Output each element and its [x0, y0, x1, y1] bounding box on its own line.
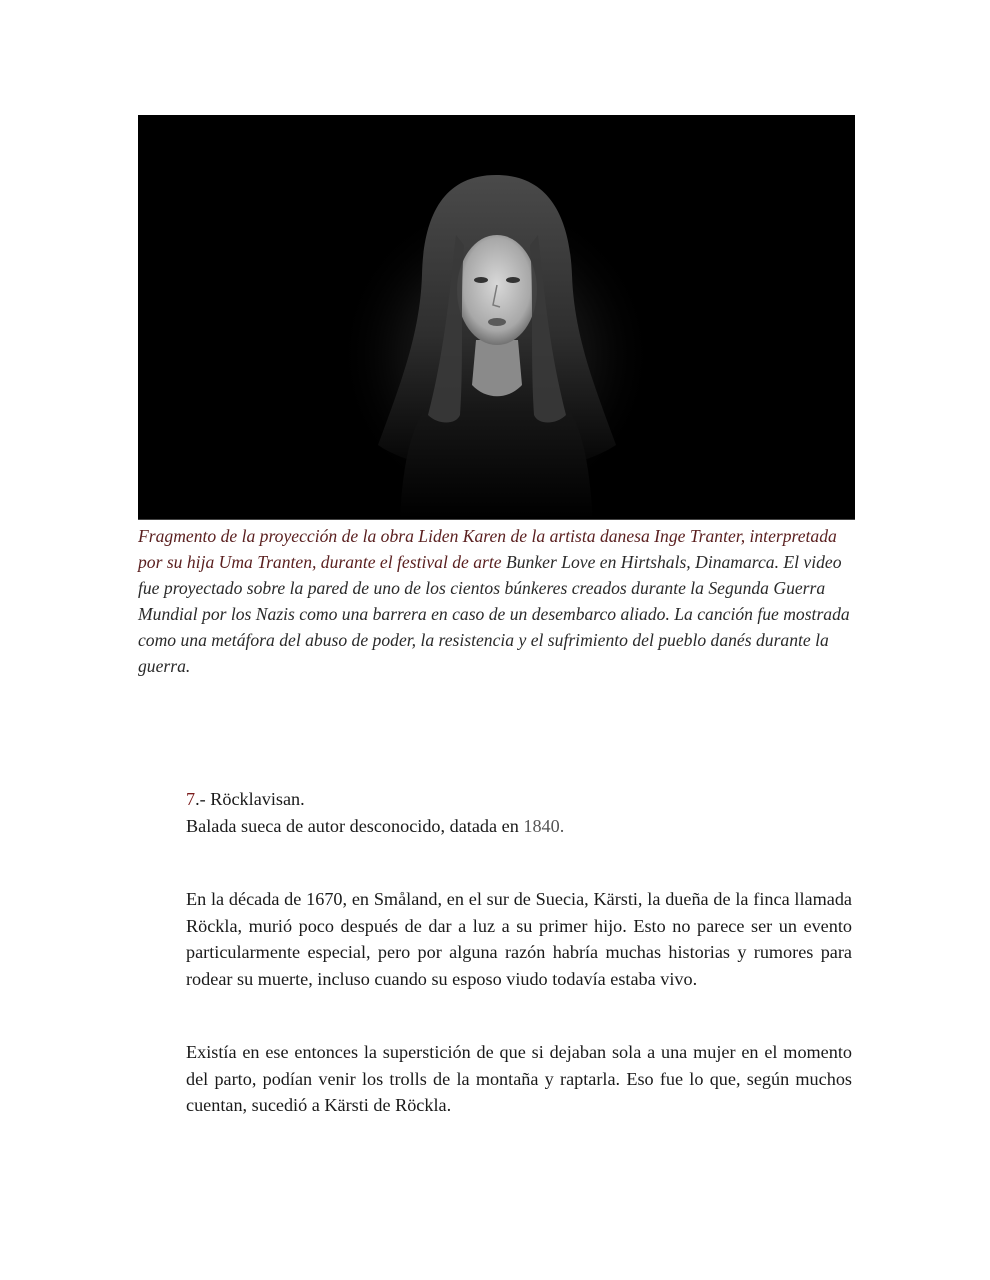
paragraph-2: Existía en ese entonces la superstición de que si dejaban sola a una mujer en el momento del parto, podían venir los trolls de la montaña y raptarla. Eso fue lo que, según muchos cuentan, sucedió a Kärsti de Röckla. — [186, 1042, 852, 1115]
portrait-image — [138, 115, 855, 519]
caption-rest: Dinamarca. El video fue proyectado sobre la pared de uno de los cientos búnkeres creados durante la Segunda Guerra Mundial por los Nazis como una barrera en caso de un desembarco aliado. La canción fue mostrada como una metáfora del abuso de poder, la resistencia y el sufrimiento del pueblo danés durante la guerra. — [138, 552, 850, 676]
figure-photo — [138, 115, 855, 520]
section-subtitle: Balada sueca de autor desconocido, datada en — [186, 815, 524, 836]
caption-line2-rest: Bunker Love en Hirtshals, — [501, 552, 691, 572]
section-subtitle-line — [186, 813, 852, 840]
caption-line1: Fragmento de la proyección de la obra Liden Karen de la artista danesa Inge Tranter, — [138, 526, 746, 546]
section-title: .- Röcklavisan. — [195, 789, 305, 809]
figure-caption — [138, 523, 858, 679]
section-number: 7 — [186, 789, 196, 809]
section-title-line — [186, 786, 852, 813]
section-year: 1840. — [523, 815, 565, 836]
caption-line2-accent: interpretada por su hija Uma Tranten, durante el festival de arte — [138, 526, 837, 572]
paragraph-1: En la década de 1670, en Småland, en el sur de Suecia, Kärsti, la dueña de la finca llamada Röckla, murió poco después de dar a luz a su primer hijo. Esto no parece ser un evento particularmente especial, pero por alguna razón habría muchas historias y rumores para rodear su muerte, incluso cuando su esposo viudo todavía estaba vivo. — [186, 889, 852, 989]
section-heading — [186, 786, 852, 839]
